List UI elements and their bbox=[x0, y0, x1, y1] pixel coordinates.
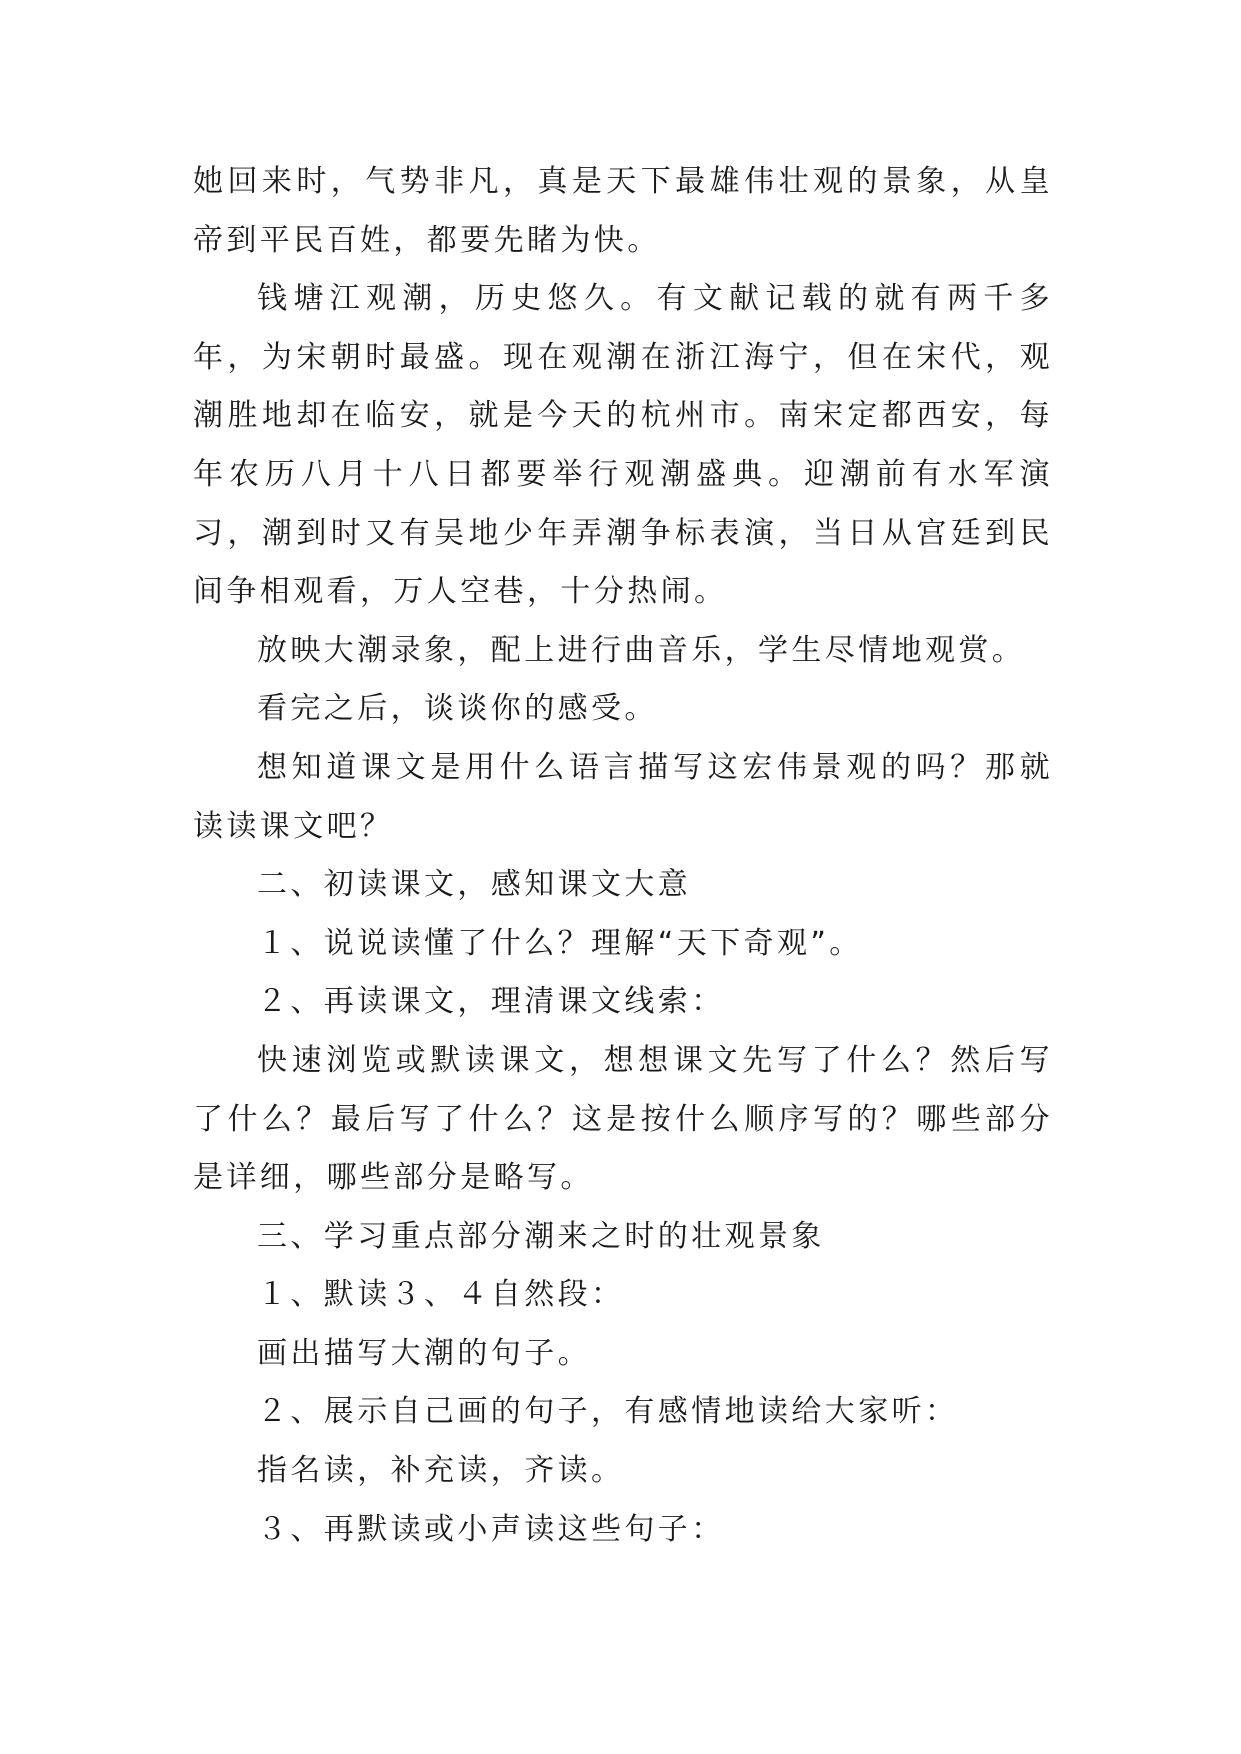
list-item-3-1: １、默读３、４自然段： bbox=[257, 1277, 625, 1313]
list-item-3-3: ３、再默读或小声读这些句子： bbox=[257, 1511, 725, 1547]
list-item-2-1: １、说说读懂了什么？理解“天下奇观”。 bbox=[257, 925, 863, 961]
section-heading-2: 二、初读课文，感知课文大意 bbox=[257, 867, 692, 903]
paragraph-1: 她回来时，气势非凡，真是天下最雄伟壮观的景象，从皇帝到平民百姓，都要先睹为快。 bbox=[193, 164, 1053, 258]
paragraph-7: 画出描写大潮的句子。 bbox=[257, 1335, 591, 1371]
paragraph-8: 指名读，补充读，齐读。 bbox=[257, 1453, 625, 1489]
paragraph-2: 钱塘江观潮，历史悠久。有文献记载的就有两千多年，为宋朝时最盛。现在观潮在浙江海宁，但在宋代，观潮胜地却在临安，就是今天的杭州市。南宋定都西安，每年农历八月十八日都要举行观潮盛典。迎潮前有水军演习，潮到时又有吴地少年弄潮争标表演，当日从宫廷到民间争相观看，万人空巷，十分热闹。 bbox=[193, 281, 1053, 610]
paragraph-3: 放映大潮录象，配上进行曲音乐，学生尽情地观赏。 bbox=[257, 632, 1026, 668]
list-item-3-2: ２、展示自己画的句子，有感情地读给大家听： bbox=[257, 1394, 959, 1430]
paragraph-6: 快速浏览或默读课文，想想课文先写了什么？然后写了什么？最后写了什么？这是按什么顺序写的？哪些部分是详细，哪些部分是略写。 bbox=[193, 1042, 1053, 1196]
paragraph-5: 想知道课文是用什么语言描写这宏伟景观的吗？那就读读课文吧？ bbox=[193, 749, 1053, 844]
section-heading-3: 三、学习重点部分潮来之时的壮观景象 bbox=[257, 1218, 825, 1254]
paragraph-4: 看完之后，谈谈你的感受。 bbox=[257, 691, 658, 727]
list-item-2-2: ２、再读课文，理清课文线索： bbox=[257, 984, 725, 1020]
document-body bbox=[193, 153, 1053, 1559]
